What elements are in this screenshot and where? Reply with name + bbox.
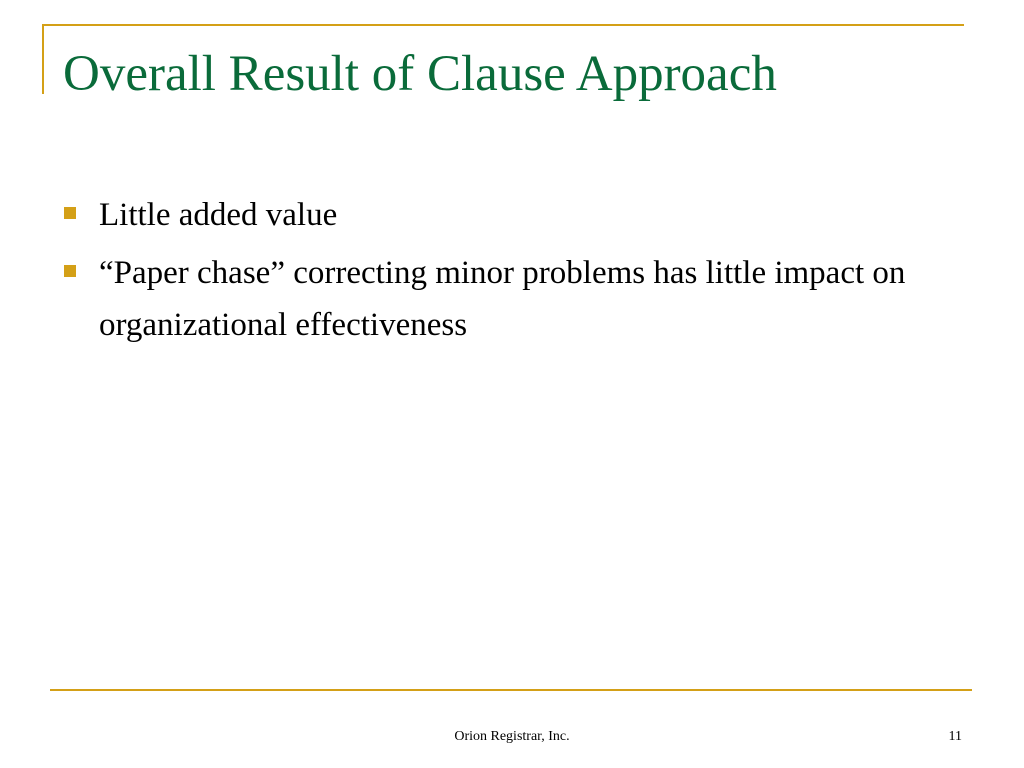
- bullet-item: [64, 189, 964, 241]
- slide-title: Overall Result of Clause Approach: [63, 46, 777, 102]
- square-bullet-icon: [64, 207, 76, 219]
- square-bullet-icon: [64, 265, 76, 277]
- bullet-item: [64, 247, 964, 351]
- bullet-text: Little added value: [99, 197, 338, 233]
- footer-company: Orion Registrar, Inc.: [454, 729, 570, 744]
- footer-rule: [50, 689, 972, 691]
- bullet-list: [64, 189, 964, 357]
- bullet-text: “Paper chase” correcting minor problems has little impact on organizational effectiveness: [99, 255, 906, 343]
- title-frame-top-rule: [42, 24, 964, 26]
- page-number: 11: [948, 729, 962, 744]
- title-frame-left-rule: [42, 24, 44, 94]
